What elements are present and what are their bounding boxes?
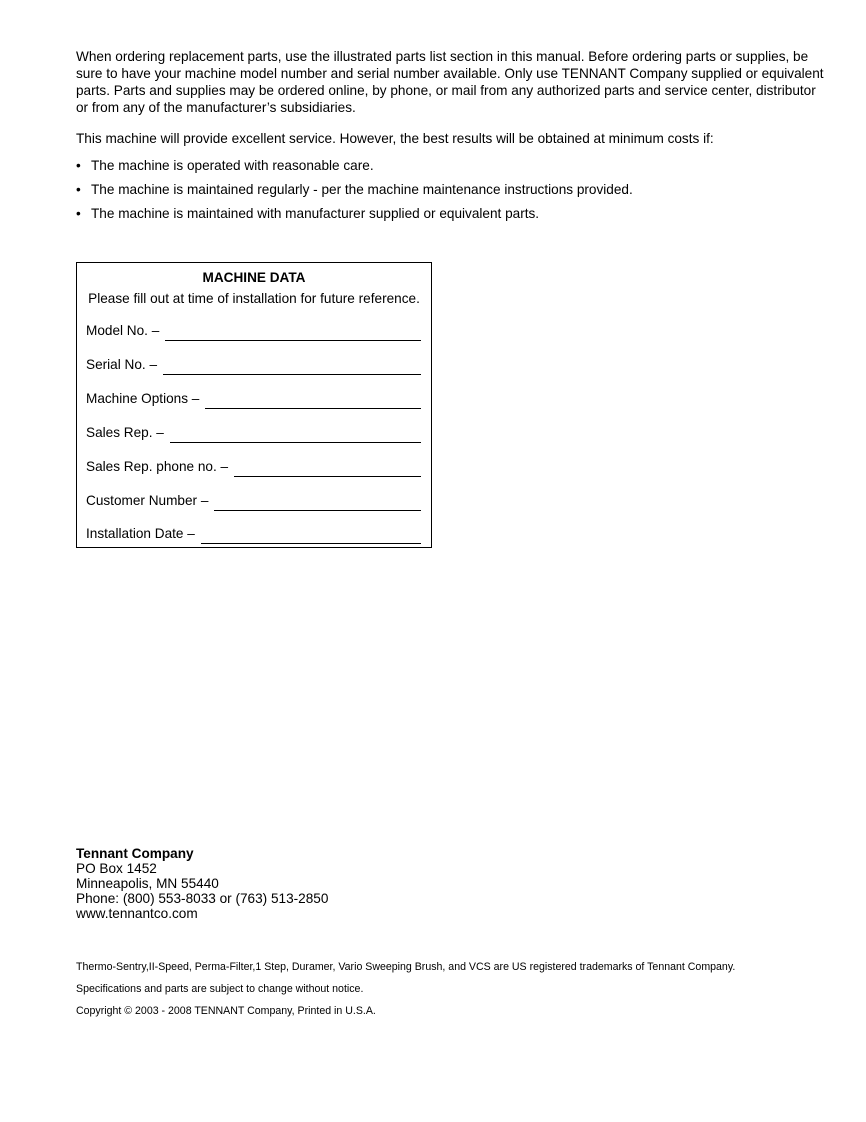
website-link[interactable]: www.tennantco.com [76, 906, 198, 921]
field-label: Installation Date – [86, 526, 195, 541]
trademark-notice: Thermo-Sentry,II-Speed, Perma-Filter,1 Step, Duramer, Vario Sweeping Brush, and VCS are US registered trademarks of Tennant Company. [76, 961, 736, 973]
list-item [76, 157, 633, 181]
field-label: Sales Rep. phone no. – [86, 459, 229, 474]
field-label: Model No. – [86, 323, 160, 338]
sales-rep-field[interactable] [86, 423, 421, 441]
bullet-icon: • [76, 206, 81, 221]
installation-date-field[interactable] [86, 524, 421, 542]
machine-options-field[interactable] [86, 389, 421, 407]
model-no-field[interactable] [86, 321, 421, 339]
serial-no-field[interactable] [86, 355, 421, 373]
care-list [76, 157, 633, 229]
field-label: Machine Options – [86, 391, 200, 406]
copyright-notice: Copyright © 2003 - 2008 TENNANT Company, Printed in U.S.A. [76, 1005, 376, 1017]
field-label: Customer Number – [86, 493, 209, 508]
sales-rep-phone-field[interactable] [86, 457, 421, 475]
customer-number-field[interactable] [86, 491, 421, 509]
intro-paragraph: When ordering replacement parts, use the illustrated parts list section in this manual. Before ordering parts or supplies, be sure to have your machine model number and serial number available. Only use TENNANT Company supplied or equivalent parts. Parts and supplies may be ordered online, by phone, or mail from any authorized parts and service center, distributor or from any of the manufacturer’s subsidiaries. [76, 49, 824, 115]
fill-line[interactable] [165, 326, 421, 341]
field-label: Serial No. – [86, 357, 158, 372]
fill-line[interactable] [163, 360, 421, 375]
fill-line[interactable] [201, 529, 421, 544]
list-item-text: The machine is maintained regularly - per the machine maintenance instructions provided. [91, 182, 633, 197]
list-item [76, 205, 633, 229]
lead-paragraph: This machine will provide excellent service. However, the best results will be obtained at minimum costs if: [76, 131, 714, 146]
bullet-icon: • [76, 182, 81, 197]
address-line-1: PO Box 1452 [76, 861, 157, 876]
list-item-text: The machine is maintained with manufacturer supplied or equivalent parts. [91, 206, 540, 221]
machine-data-box [76, 262, 432, 548]
fill-line[interactable] [234, 462, 421, 477]
list-item-text: The machine is operated with reasonable care. [91, 158, 374, 173]
fill-line[interactable] [214, 496, 421, 511]
address-line-2: Minneapolis, MN 55440 [76, 876, 219, 891]
company-name: Tennant Company [76, 846, 194, 861]
list-item [76, 181, 633, 205]
phone-line: Phone: (800) 553-8033 or (763) 513-2850 [76, 891, 329, 906]
machine-data-title: MACHINE DATA [202, 270, 306, 285]
machine-data-subtitle: Please fill out at time of installation for future reference. [88, 291, 420, 306]
fill-line[interactable] [205, 394, 421, 409]
specs-notice: Specifications and parts are subject to change without notice. [76, 983, 364, 995]
field-label: Sales Rep. – [86, 425, 164, 440]
bullet-icon: • [76, 158, 81, 173]
fill-line[interactable] [170, 428, 421, 443]
company-address [76, 846, 328, 921]
